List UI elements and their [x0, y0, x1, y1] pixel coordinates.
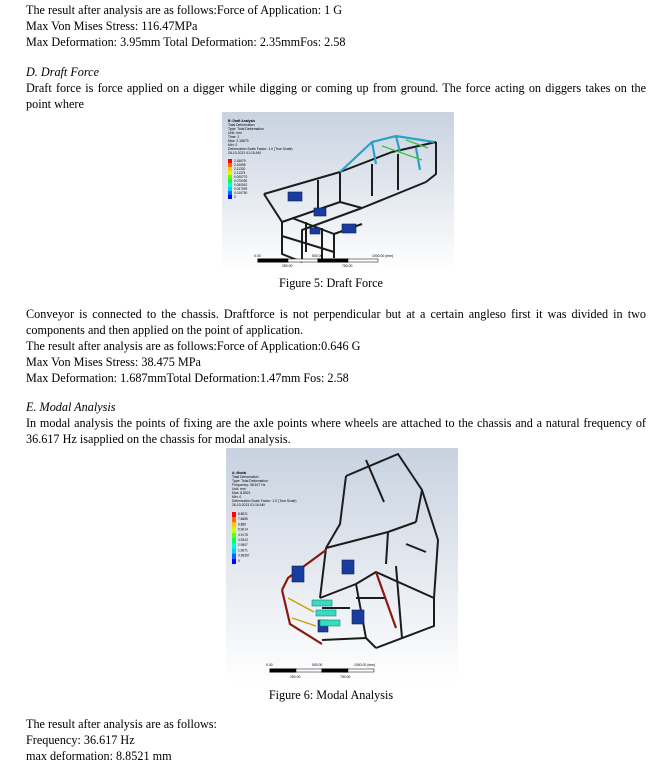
- scale-label: 500.00: [312, 254, 323, 258]
- legend-line: Time: 1: [228, 135, 240, 139]
- section-d-after-paragraph: Conveyor is connected to the chassis. Draftforce is not perpendicular but at a certain angleso first it was divided in two components and then applied on the point of application.: [26, 307, 646, 337]
- scale-label: 1000.00 (mm): [354, 663, 376, 667]
- legend-value: 0.050542: [234, 183, 248, 187]
- legend-swatch: [228, 175, 232, 179]
- figure-5-color-bar: [228, 159, 248, 199]
- legend-line: Deformation Scale Factor: 1.0 (True Scale): [232, 499, 297, 503]
- legend-line: Unit: mm: [232, 487, 246, 491]
- legend-value: 0.037599: [234, 187, 248, 191]
- legend-value: 1.9671: [238, 548, 248, 553]
- legend-swatch: [228, 187, 232, 191]
- legend-line: Min: 0: [232, 495, 242, 499]
- scale-label: 500.00: [312, 663, 323, 667]
- figure-5-background: [222, 112, 454, 272]
- legend-swatch: [228, 191, 232, 195]
- legend-swatch: [232, 528, 236, 533]
- legend-line: Max: 8.8521: [232, 491, 251, 495]
- figure-6-caption: Figure 6: Modal Analysis: [268, 688, 394, 702]
- legend-swatch: [232, 522, 236, 527]
- legend-line: Frequency: 36.617 Hz: [232, 483, 266, 487]
- legend-swatch: [228, 163, 232, 167]
- legend-line: Total Deformation: [232, 475, 259, 479]
- legend-swatch: [232, 512, 236, 517]
- scale-label: 1000.00 (mm): [372, 254, 394, 258]
- legend-value: 0: [234, 195, 236, 199]
- legend-value: 0.005770: [234, 175, 248, 179]
- legend-line: Total Deformation: [228, 123, 255, 127]
- section-e-frequency: Frequency: 36.617 Hz: [26, 733, 135, 747]
- section-d-results-intro: The result after analysis are as follows:Force of Application:0.646 G: [26, 339, 361, 353]
- section-c-deformation: Max Deformation: 3.95mm Total Deformation: 2.35mmFos: 2.58: [26, 35, 346, 49]
- legend-swatch: [228, 167, 232, 171]
- legend-line: Type: Total Deformation: [228, 127, 264, 131]
- legend-value: 2.10698: [234, 163, 246, 167]
- legend-value: 2.11375: [234, 171, 246, 175]
- figure-6-modal-analysis: [226, 448, 458, 684]
- legend-value: 2.18679: [234, 159, 246, 163]
- legend-title: B: Draft Analysis: [228, 119, 256, 123]
- legend-value: 2.11320: [234, 167, 246, 171]
- legend-swatch: [228, 195, 232, 199]
- legend-value: 2.9507: [238, 543, 248, 548]
- legend-value: 0.016750: [234, 191, 248, 195]
- legend-value: 0.98357: [238, 553, 250, 558]
- legend-value: 5.9014: [238, 527, 248, 532]
- section-c-stress: Max Von Mises Stress: 116.47MPa: [26, 19, 198, 33]
- section-e-deformation: max deformation: 8.8521 mm: [26, 749, 172, 763]
- legend-swatch: [228, 171, 232, 175]
- legend-value: 6.885: [238, 522, 246, 527]
- legend-swatch: [228, 179, 232, 183]
- legend-value: 4.9178: [238, 532, 248, 537]
- figure-6-scale-bar: [270, 669, 374, 672]
- legend-value: 0.075050: [234, 179, 248, 183]
- scale-label: 0.00: [266, 663, 273, 667]
- section-d-stress: Max Von Mises Stress: 38.475 MPa: [26, 355, 201, 369]
- legend-swatch: [232, 554, 236, 559]
- section-e-paragraph: In modal analysis the points of fixing are the axle points where wheels are attached to the chassis and a natural frequency of 36.617 Hz isapplied on the chassis for modal analysis.: [26, 416, 646, 446]
- legend-value: 0: [238, 558, 240, 563]
- scale-label: 750.00: [340, 675, 351, 679]
- scale-label: 0.00: [254, 254, 261, 258]
- legend-value: 3.9343: [238, 538, 248, 542]
- legend-swatch: [228, 183, 232, 187]
- legend-line: 26-10-2021 01:15 AM: [228, 151, 261, 155]
- figure-6-render: [226, 448, 458, 684]
- legend-line: 26-10-2021 01:16 AM: [232, 503, 265, 507]
- legend-title: A: Modal: [232, 471, 247, 475]
- legend-value: 8.8521: [238, 512, 248, 516]
- legend-line: Unit: mm: [228, 131, 242, 135]
- figure-5-render: [222, 112, 454, 272]
- legend-swatch: [232, 533, 236, 538]
- legend-line: Type: Total Deformation: [232, 479, 268, 483]
- section-d-deformation: Max Deformation: 1.687mmTotal Deformation:1.47mm Fos: 2.58: [26, 371, 349, 385]
- section-e-heading: E. Modal Analysis: [26, 400, 116, 414]
- legend-line: Min: 0: [228, 143, 238, 147]
- section-d-paragraph: Draft force is force applied on a digger while digging or coming up from ground. The force acting on diggers takes on the point where: [26, 81, 646, 111]
- section-e-results-intro: The result after analysis are as follows:: [26, 717, 217, 731]
- legend-line: Max: 2.18679: [228, 139, 249, 143]
- scale-label: 250.00: [290, 675, 301, 679]
- legend-swatch: [232, 517, 236, 522]
- section-d-heading: D. Draft Force: [26, 65, 99, 79]
- section-c-results-intro: The result after analysis are as follows:Force of Application: 1 G: [26, 3, 343, 17]
- legend-swatch: [232, 548, 236, 553]
- legend-line: Deformation Scale Factor: 1.0 (True Scale): [228, 147, 293, 151]
- legend-value: 7.8685: [238, 517, 248, 522]
- figure-5-caption: Figure 5: Draft Force: [279, 276, 383, 290]
- scale-label: 750.00: [342, 264, 353, 268]
- figure-6-color-bar: [232, 512, 250, 564]
- legend-swatch: [228, 159, 232, 163]
- legend-swatch: [232, 559, 236, 564]
- scale-label: 250.00: [282, 264, 293, 268]
- legend-swatch: [232, 543, 236, 548]
- legend-swatch: [232, 538, 236, 543]
- figure-5-scale-bar: [258, 259, 378, 262]
- figure-5-draft-force: [222, 112, 454, 272]
